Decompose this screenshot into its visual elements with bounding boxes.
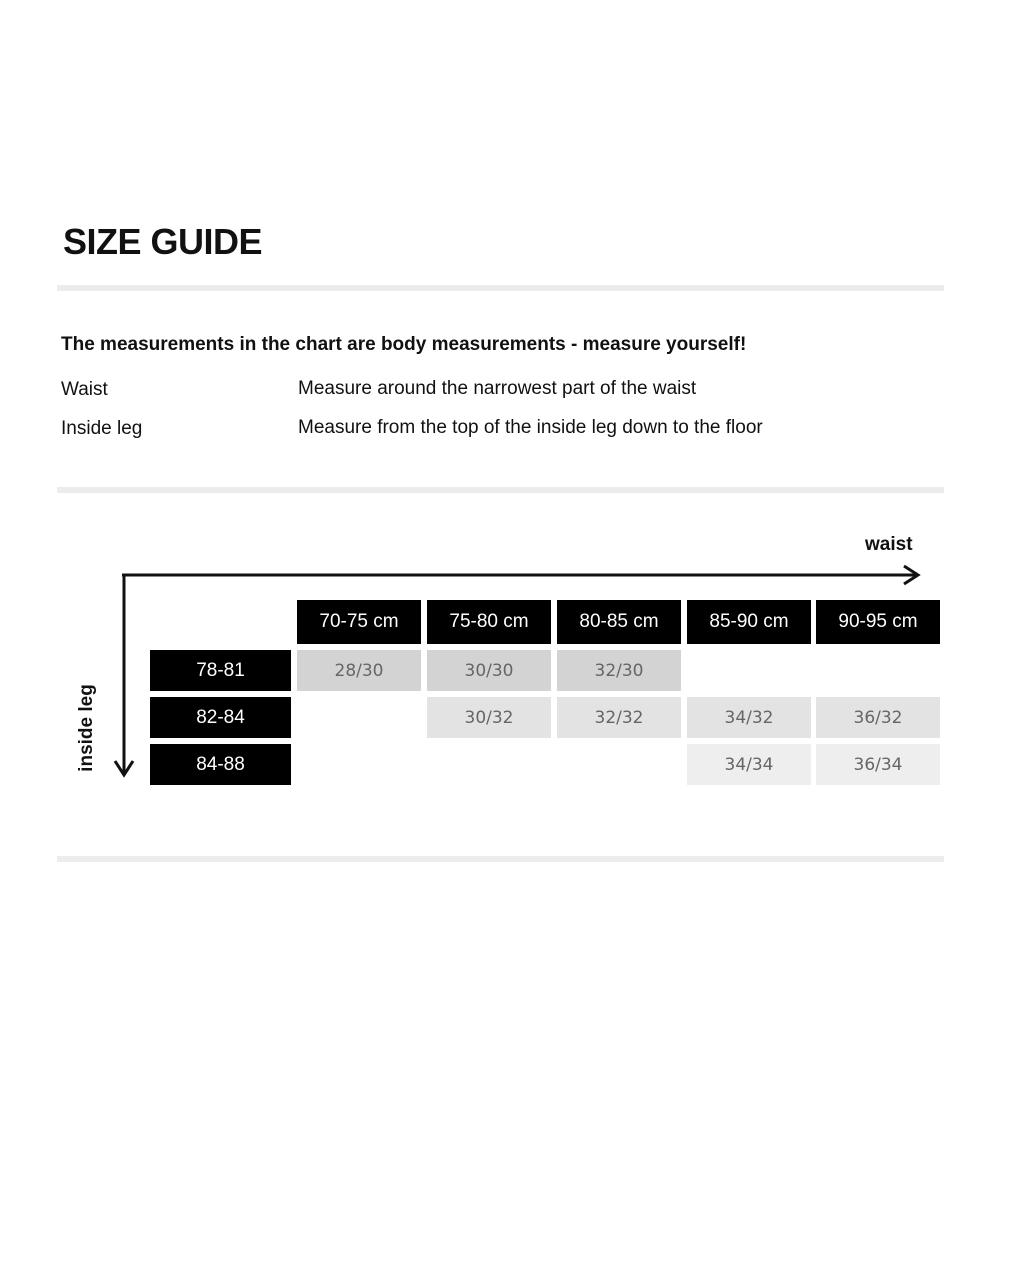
column-header: 80-85 cm bbox=[557, 600, 681, 644]
size-cell: 32/32 bbox=[557, 697, 681, 738]
size-cell: 30/32 bbox=[427, 697, 551, 738]
size-cell bbox=[687, 650, 811, 691]
size-cell: 32/30 bbox=[557, 650, 681, 691]
row-header: 82-84 bbox=[150, 697, 291, 738]
definition-term: Waist bbox=[61, 379, 108, 400]
size-cell bbox=[816, 650, 940, 691]
definition-description: Measure from the top of the inside leg down to the floor bbox=[298, 417, 763, 438]
size-cell bbox=[427, 744, 551, 785]
row-header: 84-88 bbox=[150, 744, 291, 785]
divider-middle bbox=[57, 487, 944, 493]
size-cell bbox=[297, 744, 421, 785]
page-title: SIZE GUIDE bbox=[63, 221, 263, 262]
size-cell: 28/30 bbox=[297, 650, 421, 691]
column-header: 70-75 cm bbox=[297, 600, 421, 644]
waist-arrow-icon bbox=[122, 566, 918, 584]
size-cell: 30/30 bbox=[427, 650, 551, 691]
column-header: 90-95 cm bbox=[816, 600, 940, 644]
divider-top bbox=[57, 285, 944, 291]
intro-text: The measurements in the chart are body measurements - measure yourself! bbox=[61, 334, 747, 355]
definition-description: Measure around the narrowest part of the waist bbox=[298, 378, 697, 399]
waist-axis-label: waist bbox=[865, 534, 913, 555]
size-cell: 36/32 bbox=[816, 697, 940, 738]
size-cell bbox=[297, 697, 421, 738]
definition-term: Inside leg bbox=[61, 418, 143, 439]
divider-bottom bbox=[57, 856, 944, 862]
size-cell: 34/34 bbox=[687, 744, 811, 785]
size-cell bbox=[557, 744, 681, 785]
inside-leg-axis-label: inside leg bbox=[76, 684, 97, 772]
inside-leg-arrow-icon bbox=[115, 575, 133, 775]
column-header: 85-90 cm bbox=[687, 600, 811, 644]
column-header: 75-80 cm bbox=[427, 600, 551, 644]
row-header: 78-81 bbox=[150, 650, 291, 691]
size-cell: 36/34 bbox=[816, 744, 940, 785]
size-cell: 34/32 bbox=[687, 697, 811, 738]
